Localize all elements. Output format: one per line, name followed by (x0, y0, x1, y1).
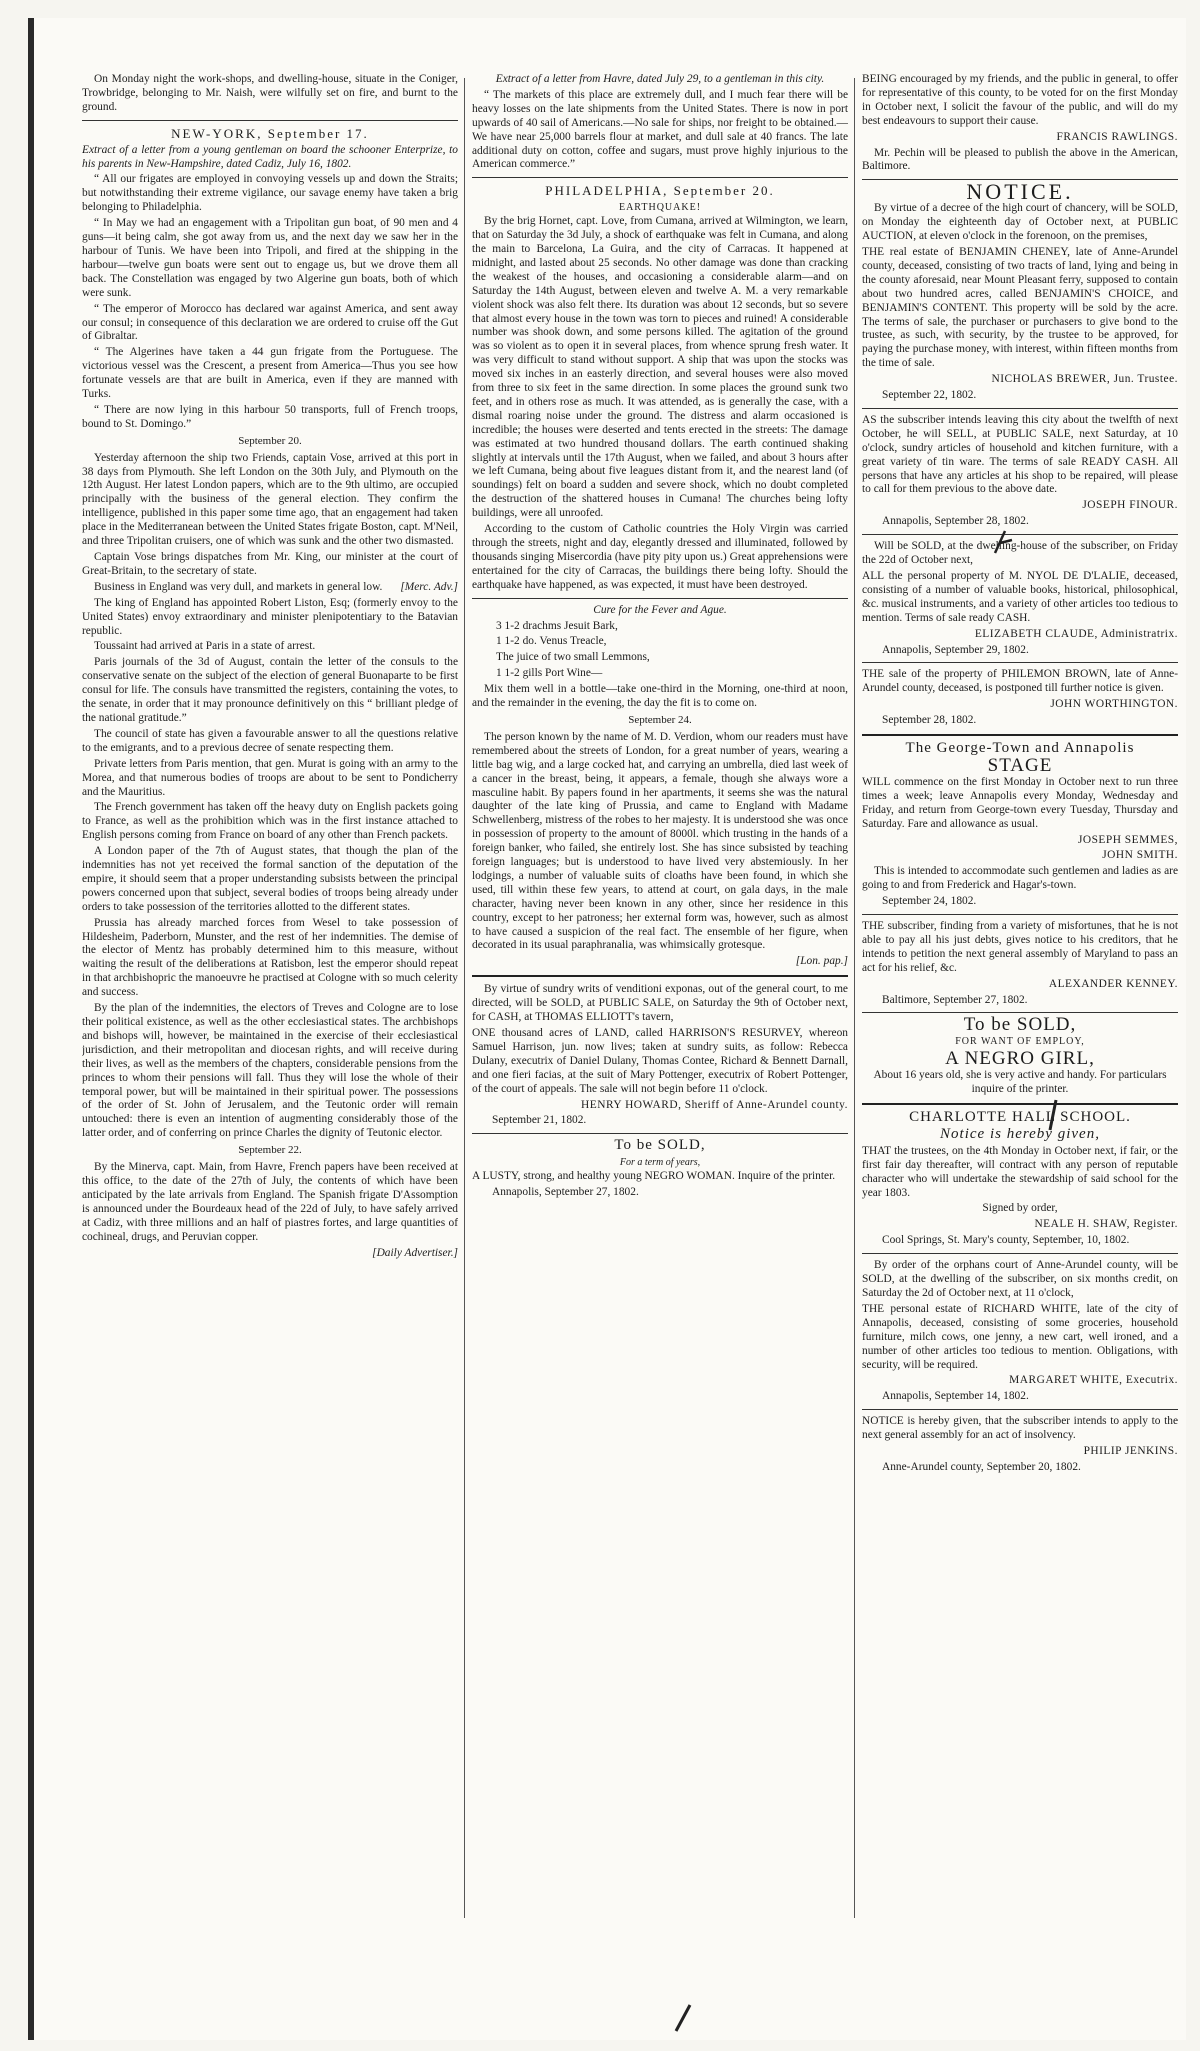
column-3 (862, 73, 1178, 1953)
article-paragraph: “ The Algerines have taken a 44 gun frigate from the Portuguese. The victorious vessel was the Crescent, a present from America—Thus you see how fortunate vessels are that are built in America, even if they are manned with Turks. (82, 346, 458, 401)
article-paragraph: The council of state has given a favourable answer to all the questions relative to the emigrants, and to a previous decree of senate respecting them. (82, 727, 458, 754)
section-heading: NEW-YORK, September 17. (171, 125, 369, 141)
article-paragraph: Captain Vose brings dispatches from Mr. King, our minister at the court of Great-Britain, to the secretary of state. (82, 551, 458, 577)
advertisement: By order of the orphans court of Anne-Arundel county, will be SOLD, at the dwelling of the subscriber, on six months credit, on Saturday the 2d of October next, at 11 o'clock, (862, 1259, 1178, 1299)
signature: FRANCIS RAWLINGS. (1056, 130, 1178, 143)
handwritten-mark (990, 528, 1020, 558)
article-paragraph: Toussaint had arrived at Paris in a state of arrest. (94, 640, 316, 653)
advertisement: THE subscriber, finding from a variety of misfortunes, that he is not able to pay all his just debts, gives notice to his creditors, that he intends to petition the next general assembly of Maryland to pass an act for his relief, &c. (862, 920, 1178, 974)
rule (472, 177, 848, 178)
ad-date: Anne-Arundel county, September 20, 1802. (882, 1460, 1081, 1473)
article-paragraph (82, 581, 458, 595)
rule (862, 1253, 1178, 1254)
signature: JOHN SMITH. (1102, 849, 1178, 862)
article-paragraph: Private letters from Paris mention, that gen. Murat is going with an army to the Morea, and that numerous bodies of troops are about to be sent to Pondicherry and the Mauritius. (82, 757, 458, 798)
article-paragraph: A London paper of the 7th of August states, that though the plan of the indemnities has not yet received the formal sanction of the deputation of the empire, it should seem that a proper understanding subsists between the principal powers concerned upon that subject, several bodies of troops being already under orders to take possession of the territories allotted to the different states. (82, 845, 458, 913)
rule (862, 662, 1178, 663)
column-divider (854, 78, 855, 1918)
signature: ELIZABETH CLAUDE, Administratrix. (974, 627, 1178, 640)
article-paragraph: “ The emperor of Morocco has declared war against America, and sent away our consul; in consequence of this declaration we are ordered to cruise off the Gut of Gibraltar. (82, 302, 458, 343)
ad-note: Signed by order, (982, 1202, 1058, 1215)
signature: JOHN WORTHINGTON. (1050, 698, 1178, 711)
rule (862, 914, 1178, 915)
advertisement: ONE thousand acres of LAND, called HARRISON'S RESURVEY, whereon Samuel Harrison, jun. now lives; taken at sundry suits, as follow: Rebecca Dulany, executrix of Daniel Dulany, Thomas Contee, Richard & Bennett Darnall, and one fieri facias, at the suit of Mary Pottenger, executrix of Robert Pottenger, of the court of appeals. The sale will not begin before 11 o'clock. (472, 1027, 848, 1095)
recipe-line: 1 1-2 gills Port Wine— (496, 667, 603, 680)
ad-note: This is intended to accommodate such gentlemen and ladies as are going to and from Frederick and Hagar's-town. (862, 865, 1178, 892)
signature: MARGARET WHITE, Executrix. (1009, 1374, 1178, 1387)
sub-heading: EARTHQUAKE! (618, 202, 702, 214)
column-divider (464, 78, 465, 1918)
ad-date: Cool Springs, St. Mary's county, September, 10, 1802. (882, 1234, 1130, 1247)
signature: JOSEPH SEMMES, (1077, 833, 1178, 846)
ad-date: September 28, 1802. (882, 714, 977, 727)
handwritten-mark (1042, 1098, 1066, 1132)
article-paragraph: “ In May we had an engagement with a Tripolitan gun boat, of 90 men and 4 guns—it being calm, she got away from us, and the next day we saw her in the harbour of Tunis. We have been into Tripoli, and fired at the shipping in the harbour—twelve gun boats were sent out to engage us, but we drove them all back. The Constellation was engaged by two Algerine gun boats, both of which were sunk. (82, 217, 458, 299)
dateline: September 24. (628, 713, 692, 726)
ad-heading: To be SOLD, (963, 1014, 1077, 1036)
rule (862, 1103, 1178, 1105)
article-paragraph: The French government has taken off the heavy duty on English packets going to France, as well as the prohibition which was in the first instance attached to English persons coming from France on board of any other than French packets. (82, 801, 458, 842)
article-paragraph: “ The markets of this place are extremely dull, and I much fear there will be heavy losses on the late shipments from the United States. There is now in port upwards of 40 sail of Americans.—No sale for ships, nor freight to be obtained.—We have near 25,000 barrels flour at market, and dull sale at 40 francs. The late additional duty on cotton, coffee and sugars, must prove highly injurious to the American commerce.” (472, 88, 848, 171)
advertisement: A LUSTY, strong, and healthy young NEGRO WOMAN. Inquire of the printer. (472, 1170, 836, 1183)
ad-heading: A NEGRO GIRL, (945, 1048, 1095, 1070)
stage-heading: The George-Town and Annapolis (905, 740, 1135, 757)
ad-subheading: FOR WANT OF EMPLOY, (955, 1036, 1085, 1048)
source-credit: [Lon. pap.] (795, 955, 848, 968)
signature: PHILIP JENKINS. (1083, 1445, 1178, 1458)
recipe-title: Cure for the Fever and Ague. (593, 603, 727, 616)
article-paragraph: “ There are now lying in this harbour 50 transports, full of French troops, bound to St. Domingo.” (82, 403, 458, 430)
article-paragraph: Yesterday afternoon the ship two Friends, captain Vose, arrived at this port in 38 days from Plymouth. She left London on the 30th July, and Plymouth on the 12th August. Her latest London papers, which are to the 9th ultimo, are occupied principally with the business of the general election. They confirm the intelligence, published in this paper some time ago, that an engagement had taken place in the Mediterranean between the United States frigate Boston, capt. M'Neil, and three Tripolitan cruisers, one of which was sunk and the other two dismasted. (82, 451, 458, 548)
article-paragraph: By the plan of the indemnities, the electors of Treves and Cologne are to lose their political existence, as well as the other ecclesiastical states. The archbishops and bishops will, however, be maintained in the exercise of their ecclesiastical jurisdiction, and their metropolitan and diocesan rights, and will receive during their lives, as well as the members of the chapters, considerable pensions from the princes to whom their pensions will fall. Thus they will lose the whole of their temporal power, but will be maintained in their spiritual power. The possessions of the order of St. John of Jerusalem, and the Teutonic order will remain untouched: there is even an intention of augmenting considerably those of the latter order, and of conferring on prince Charles the dignity of Teutonic elector. (82, 1002, 458, 1140)
ad-heading: To be SOLD, (614, 1137, 706, 1154)
advertisement: BEING encouraged by my friends, and the public in general, to offer for representative of this county, to be voted for on the first Monday in October next, I solicit the favour of the public, and will do my best endeavours to support their cause. (862, 73, 1178, 127)
rule (472, 1133, 848, 1134)
advertisement: ALL the personal property of M. NYOL DE D'LALIE, deceased, consisting of a number of valuable books, historical, philosophical, &c. musical instruments, and a variety of other articles too tedious to mention. Terms of sale ready CASH. (862, 570, 1178, 624)
signature: ALEXANDER KENNEY. (1048, 977, 1178, 990)
ad-note: Mr. Pechin will be pleased to publish the above in the American, Baltimore. (862, 146, 1178, 173)
notice-heading: NOTICE. (966, 179, 1074, 205)
advertisement: THE sale of the property of PHILEMON BROWN, late of Anne-Arundel county, deceased, is postponed till further notice is given. (862, 668, 1178, 695)
advertisement: NOTICE is hereby given, that the subscriber intends to apply to the next general assembly for an act of insolvency. (862, 1415, 1178, 1442)
ad-date: Baltimore, September 27, 1802. (882, 993, 1028, 1006)
newspaper-page (28, 18, 1186, 2040)
advertisement: THE real estate of BENJAMIN CHENEY, late of Anne-Arundel county, deceased, consisting of two tracts of land, lying and being in the county aforesaid, near Mount Pleasant ferry, supposed to contain about two hundred acres, called BENJAMIN'S CHOICE, and BENJAMIN'S CONTENT. This property will be sold by the acre. The terms of sale, the purchaser or purchasers to give bond to the trustee, as such, with security, by the trustee to be approved, for paying the purchase money, with interest, within fifteen months from the time of sale. (862, 245, 1178, 370)
recipe-line: 3 1-2 drachms Jesuit Bark, (496, 619, 618, 632)
article-paragraph: On Monday night the work-shops, and dwelling-house, situate in the Coniger, Trowbridge, belonging to Mr. Naish, were wilfully set on fire, and burnt to the ground. (82, 73, 458, 113)
advertisement: By virtue of a decree of the high court of chancery, will be SOLD, on Monday the eighteenth day of October next, at PUBLIC AUCTION, at eleven o'clock in the forenoon, on the premises, (862, 202, 1178, 243)
article-paragraph: According to the custom of Catholic countries the Holy Virgin was carried through the streets, night and day, elegantly dressed and illuminated, followed by thousands singing Misercordia (have pity pity upon us.) Great apprehensions were entertained for the city of Carracas, the buildings there being lofty. Should the earthquake have happened, as was expected, it must have been destroyed. (472, 523, 848, 591)
advertisement: By virtue of sundry writs of venditioni exponas, out of the general court, to me directed, will be SOLD, at PUBLIC SALE, on Saturday the 9th of October next, for CASH, at THOMAS ELLIOTT's tavern, (472, 983, 848, 1024)
article-paragraph: Mix them well in a bottle—take one-third in the Morning, one-third at noon, and the remainder in the evening, the day the fit is to come on. (472, 683, 848, 710)
recipe-line: 1 1-2 do. Venus Treacle, (496, 635, 607, 648)
section-heading: PHILADELPHIA, September 20. (545, 183, 775, 199)
column-2 (472, 73, 848, 1953)
ad-subheading: For a term of years, (619, 1157, 701, 1169)
signature: JOSEPH FINOUR. (1082, 499, 1178, 512)
ad-date: Annapolis, September 14, 1802. (882, 1390, 1029, 1403)
column-1 (82, 73, 458, 1953)
article-paragraph: By the Minerva, capt. Main, from Havre, French papers have been received at this office, to the date of the 27th of July, the contents of which have been anticipated by the late arrivals from England. The Spanish frigate D'Assomption is announced under the Bourdeaux head of the 22d of July, to have safely arrived at Cadiz, with three millions and an half of piastres fortes, and large quantities of cochineal, drugs, and Peruvian copper. (82, 1161, 458, 1243)
advertisement: WILL commence on the first Monday in October next to run three times a week; leave Annapolis every Monday, Wednesday and Friday, and return from George-town every Tuesday, Thursday and Saturday. Fare and allowance as usual. (862, 775, 1178, 830)
signature: NEALE H. SHAW, Register. (1034, 1218, 1178, 1231)
rule (82, 120, 458, 121)
advertisement: About 16 years old, she is very active and handy. For particulars inquire of the printer. (873, 1069, 1167, 1096)
ad-date: Annapolis, September 27, 1802. (492, 1186, 639, 1199)
notice-subheading: Notice is hereby given, (940, 1125, 1100, 1142)
article-paragraph: By the brig Hornet, capt. Love, from Cumana, arrived at Wilmington, we learn, that on Saturday the 3d July, a shock of earthquake was felt in Cumana, and along the main to Barcelona, La Guira, and the city of Carracas. It happened at midnight, and lasted about 25 seconds. No other damage was done than cracking the weakest of the houses, and occasioning a considerable alarm—and on Saturday the 14th August, between eleven and twelve A. M. a very remarkable violent shock was also felt there. Its duration was about 12 seconds, but so severe that almost every house in the town was torn to pieces and ruined! A considerable number was shook down, and some persons killed. The agitation of the ground was so violent as to open it in several places, from whence sprung fresh water. It was very difficult to stand without support. A ship that was upon the stocks was moved six inches in an easterly direction, and several houses were also moved from three to six feet in the same direction. In some places the ground sunk two feet, and in others rose as much. It was attended, as is generally the case, with a dismal roaring noise under the ground. The distress and alarm occasioned is incredible; the houses were deserted and tents erected in the streets: The damage was estimated at two hundred thousand dollars. The earth continued shaking slightly at intervals until the 17th August, when we failed, and about 3 hours after we left Cumana, being about five leagues distant from it, and the nearest land (of soundings) felt on board a sudden and severe shock, which no doubt completed the destruction of the shattered houses in Cumana! The churches being lofty buildings, were all unroofed. (472, 215, 848, 520)
stage-title: STAGE (987, 754, 1053, 776)
article-paragraph: Prussia has already marched forces from Wesel to take possession of Hildesheim, Paderborn, Munster, and the rest of her indemnities. The demise of the elector of Mentz has probably determined him to this measure, without waiting the result of the deliberations at Ratisbon, lest the emperor should repeat in that archbishopric the manoeuvre he practised at Cologne with so much celerity and success. (82, 916, 458, 999)
extract-intro: Extract of a letter from Havre, dated July 29, to a gentleman in this city. (495, 73, 825, 85)
rule (862, 1012, 1178, 1013)
ad-date: September 21, 1802. (492, 1114, 587, 1127)
article-paragraph: The king of England has appointed Robert Liston, Esq; (formerly envoy to the United States) envoy extraordinary and minister plenipotentiary to the Batavian republic. (82, 596, 458, 637)
ad-date: September 24, 1802. (882, 895, 977, 908)
advertisement: AS the subscriber intends leaving this city about the twelfth of next October, he will SELL, at PUBLIC SALE, next Saturday, at 10 o'clock, sundry articles of household and kitchen furniture, with a great variety of tin ware. The terms of sale READY CASH. All persons that have any articles at his shop to be repaired, will please to call for them previous to the above date. (862, 413, 1178, 496)
dateline: September 20. (238, 434, 302, 447)
ad-date: Annapolis, September 28, 1802. (882, 515, 1029, 528)
article-paragraph: “ All our frigates are employed in convoying vessels up and down the Straits; but notwithstanding their extreme vigilance, our savage enemy have taken a brig belonging to Philadelphia. (82, 173, 458, 214)
ad-date: September 22, 1802. (882, 389, 977, 402)
article-paragraph: The person known by the name of M. D. Verdion, whom our readers must have remembered about the streets of London, for a great number of years, wearing a little bag wig, and a large cocked hat, and carrying an umbrella, died last week of a cancer in the breast, being, it appears, a female, though she always wore a masculine habit. By papers found in her apartments, it seems she was the natural daughter of the late king of Prussia, and came to England with Madame Schwellenberg, mistress of the robes to her majesty. It is understood she was once in possession of property to the amount of 8000l. which trusting in the hands of a foreign banker, who failed, she entirely lost. She has since subsisted by teaching foreign languages; but is understood to have lived very abstemiously. In her lodgings, a number of valuable suits of cloaths have been found, in which she used, till within these few years, to attend at court, on gala days, in the male character, having never been known in any other, since her residence in this country, except to her patroness; her external form was, however, such as almost to have caused a suspicion of the real fact. The ensemble of her figure, when decorated in its usual paraphranalia, was whimsically grotesque. (472, 730, 848, 952)
advertisement: THAT the trustees, on the 4th Monday in October next, if fair, or the first fair day thereafter, will contract with any person of reputable character who will undertake the stewardship of said school for the year 1803. (862, 1144, 1178, 1199)
rule (472, 598, 848, 599)
rule (862, 534, 1178, 535)
rule (862, 408, 1178, 409)
article-paragraph: Paris journals of the 3d of August, contain the letter of the consuls to the conservative senate on the subject of the election of general Buonaparte to be first consul for life. The consuls have transmitted the registers, containing the votes, to the senate, in order that it may pronounce definitively on this “ brilliant pledge of the national gratitude.” (82, 656, 458, 724)
signature: HENRY HOWARD, Sheriff of Anne-Arundel county. (581, 1098, 848, 1111)
school-heading: CHARLOTTE HALL SCHOOL. (909, 1109, 1131, 1125)
source-credit: [Merc. Adv.] (400, 580, 458, 593)
dateline: September 22. (238, 1144, 302, 1157)
signature: NICHOLAS BREWER, Jun. Trustee. (991, 373, 1178, 386)
ad-date: Annapolis, September 29, 1802. (882, 643, 1029, 656)
extract-intro: Extract of a letter from a young gentleman on board the schooner Enterprize, to his parents in New-Hampshire, dated Cadiz, July 16, 1802. (82, 143, 458, 170)
advertisement: Will be SOLD, at the dwelling-house of the subscriber, on Friday the 22d of October next, (862, 540, 1178, 567)
source-credit: [Daily Advertiser.] (372, 1246, 458, 1259)
rule (862, 734, 1178, 736)
rule (862, 1409, 1178, 1410)
advertisement: THE personal estate of RICHARD WHITE, late of the city of Annapolis, deceased, consisting of some groceries, household furniture, milch cows, one jenny, a new cart, well ironed, and a number of other articles too tedious to mention. Obligations, with security, will be required. (862, 1302, 1178, 1371)
paragraph-text: Business in England was very dull, and markets in general low. (94, 580, 383, 593)
recipe-line: The juice of two small Lemmons, (496, 651, 650, 664)
handwritten-mark (670, 2003, 698, 2033)
rule (472, 975, 848, 977)
